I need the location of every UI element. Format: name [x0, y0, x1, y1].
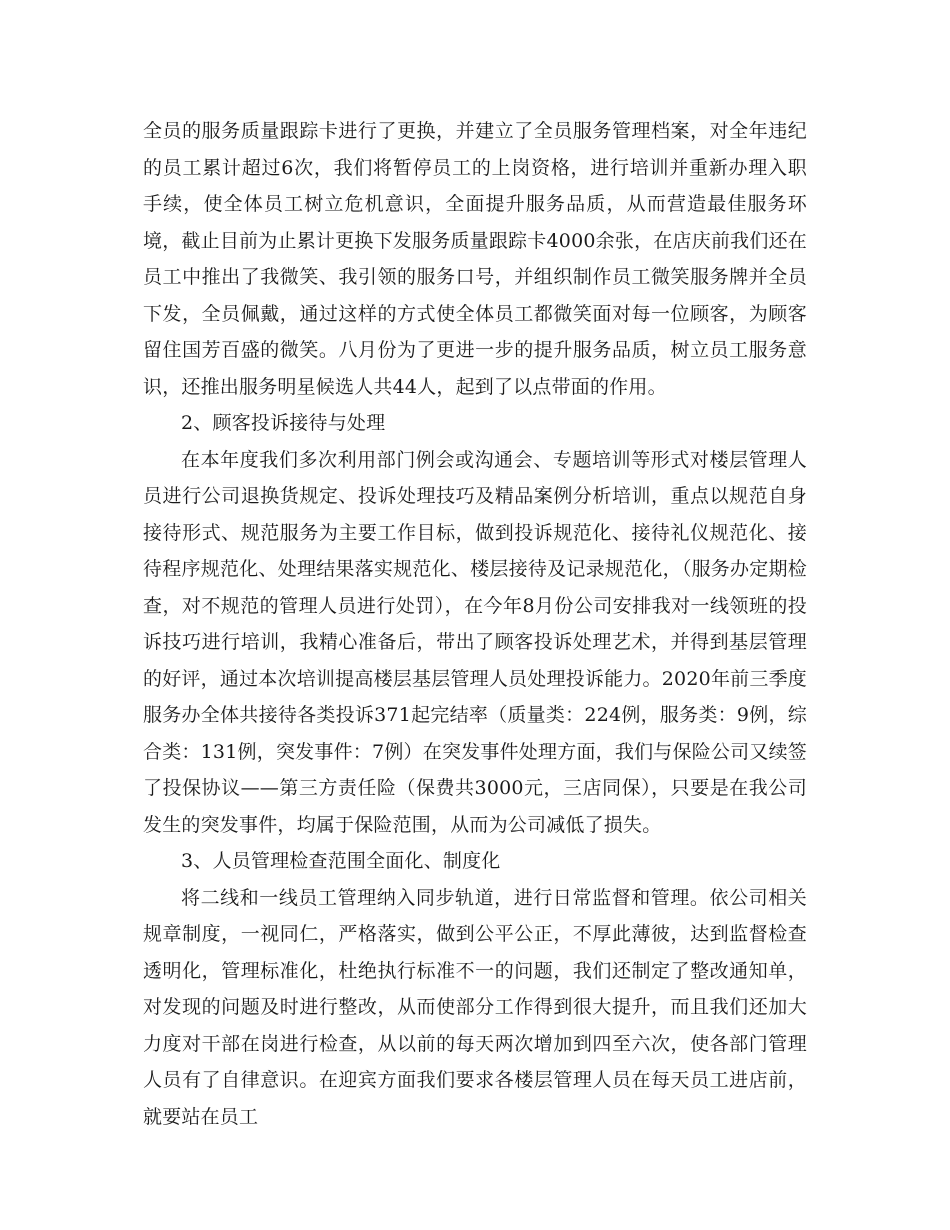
paragraph-service-quality-card: 全员的服务质量跟踪卡进行了更换，并建立了全员服务管理档案，对全年违纪的员工累计超过6次，我们将暂停员工的上岗资格，进行培训并重新办理入职手续，使全体员工树立危机意识，全面提升服务品质，从而营造最佳服务环境，截止目前为止累计更换下发服务质量跟踪卡4000余张，在店庆前我们还在员工中推出了我微笑、我引领的服务口号，并组织制作员工微笑服务牌并全员下发，全员佩戴，通过这样的方式使全体员工都微笑面对每一位顾客，为顾客留住国芳百盛的微笑。八月份为了更进一步的提升服务品质，树立员工服务意识，还推出服务明星候选人共44人，起到了以点带面的作用。 — [143, 120, 807, 398]
document-body — [143, 113, 807, 1135]
paragraph-staff-inspection: 将二线和一线员工管理纳入同步轨道，进行日常监督和管理。依公司相关规章制度，一视同仁，严格落实，做到公平公正，不厚此薄彼，达到监督检查透明化，管理标准化，杜绝执行标准不一的问题，我们还制定了整改通知单，对发现的问题及时进行整改，从而使部分工作得到很大提升，而且我们还加大力度对干部在岗进行检查，从以前的每天两次增加到四至六次，使各部门管理人员有了自律意识。在迎宾方面我们要求各楼层管理人员在每天员工进店前，就要站在员工 — [143, 886, 807, 1128]
section-heading-complaint-handling: 2、顾客投诉接待与处理 — [181, 412, 386, 434]
paragraph-complaint-handling: 在本年度我们多次利用部门例会或沟通会、专题培训等形式对楼层管理人员进行公司退换货规定、投诉处理技巧及精品案例分析培训，重点以规范自身接待形式、规范服务为主要工作目标，做到投诉规范化、接待礼仪规范化、接待程序规范化、处理结果落实规范化、楼层接待及记录规范化，（服务办定期检查，对不规范的管理人员进行处罚），在今年8月份公司安排我对一线领班的投诉技巧进行培训，我精心准备后，带出了顾客投诉处理艺术，并得到基层管理的好评，通过本次培训提高楼层基层管理人员处理投诉能力。2020年前三季度服务办全体共接待各类投诉371起完结率（质量类：224例，服务类：9例，综合类：131例，突发事件：7例）在突发事件处理方面，我们与保险公司又续签了投保协议——第三方责任险（保费共3000元，三店同保），只要是在我公司发生的突发事件，均属于保险范围，从而为公司减低了损失。 — [143, 448, 807, 836]
section-heading-staff-inspection: 3、人员管理检查范围全面化、制度化 — [181, 850, 501, 872]
